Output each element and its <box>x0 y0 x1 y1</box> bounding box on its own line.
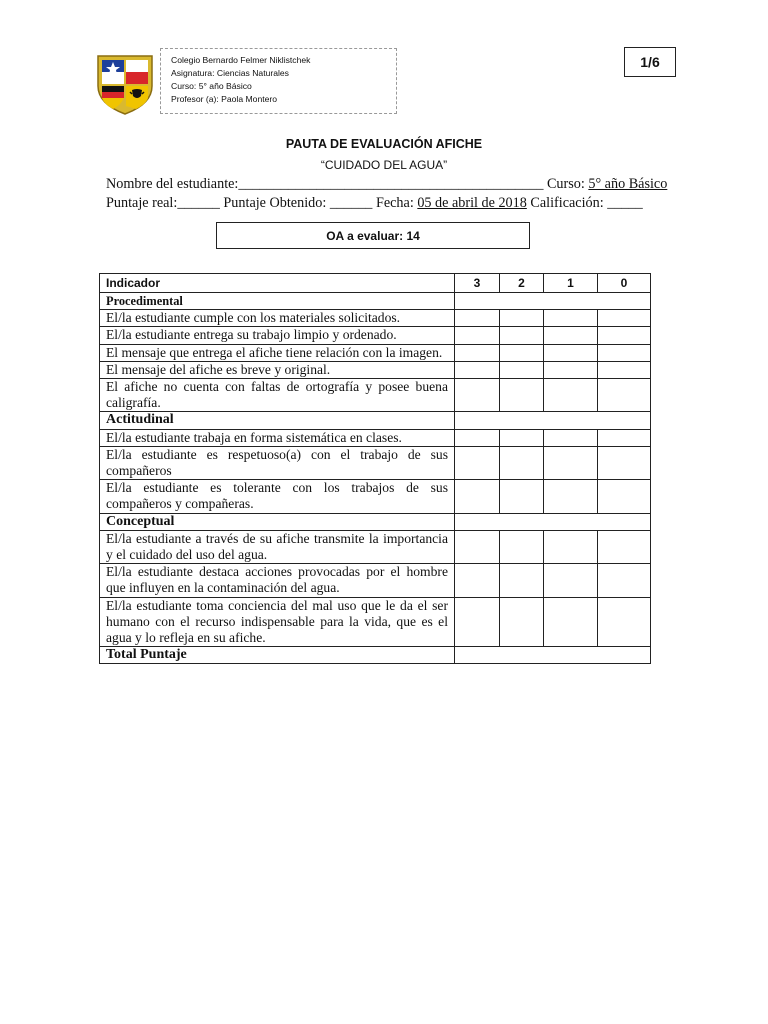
subject-line: Asignatura: Ciencias Naturales <box>171 68 289 78</box>
table-row <box>100 530 651 563</box>
school-info-box <box>160 48 397 114</box>
score-info-line <box>106 195 643 212</box>
table-row <box>100 480 651 513</box>
school-name: Colegio Bernardo Felmer Niklistchek <box>171 55 311 65</box>
score-cell[interactable] <box>544 564 598 597</box>
document-title: PAUTA DE EVALUACIÓN AFICHE <box>285 137 483 151</box>
section-row <box>100 412 651 429</box>
teacher-line: Profesor (a): Paola Montero <box>171 94 278 104</box>
table-row <box>100 597 651 647</box>
score-cell[interactable] <box>455 597 500 647</box>
table-header-row <box>100 274 651 293</box>
course-value: 5° año Básico <box>588 176 668 192</box>
indicator-text: El/la estudiante a través de su afiche transmite la importancia y el cuidado del uso del agua. <box>100 530 455 563</box>
page-number: 1/6 <box>640 54 660 70</box>
grade-blank[interactable]: _____ <box>607 195 643 211</box>
score-cell[interactable] <box>500 429 544 446</box>
indicator-text: El/la estudiante destaca acciones provocadas por el hombre que influyen en la contaminación del agua. <box>100 564 455 597</box>
indicator-text: El/la estudiante es tolerante con los trabajos de sus compañeros y compañeras. <box>100 480 455 513</box>
score-cell[interactable] <box>598 327 651 344</box>
score-cell[interactable] <box>598 361 651 378</box>
score-cell[interactable] <box>598 344 651 361</box>
score-cell[interactable] <box>455 480 500 513</box>
course-label: Curso: <box>543 176 589 192</box>
oa-box <box>216 222 530 249</box>
indicator-text: El/la estudiante entrega su trabajo limpio y ordenado. <box>100 327 455 344</box>
rubric-table <box>99 273 651 664</box>
score-cell[interactable] <box>500 361 544 378</box>
score-cell[interactable] <box>500 597 544 647</box>
score-cell[interactable] <box>544 379 598 412</box>
grade-label: Calificación: <box>526 195 608 211</box>
score-cell[interactable] <box>455 564 500 597</box>
score-cell[interactable] <box>598 429 651 446</box>
section-procedimental: Procedimental <box>100 293 455 310</box>
score-cell[interactable] <box>598 446 651 479</box>
score-cell[interactable] <box>598 564 651 597</box>
table-row <box>100 429 651 446</box>
section-row <box>100 293 651 310</box>
date-label: Fecha: <box>372 195 418 211</box>
real-score-blank[interactable]: ______ <box>177 195 220 211</box>
page-number-box <box>624 47 676 77</box>
score-cell[interactable] <box>455 446 500 479</box>
score-cell[interactable] <box>455 379 500 412</box>
section-conceptual: Conceptual <box>100 513 455 530</box>
header-score-3: 3 <box>455 274 500 293</box>
score-cell[interactable] <box>500 344 544 361</box>
section-score-cell <box>455 412 651 429</box>
indicator-text: El/la estudiante trabaja en forma sistemática en clases. <box>100 429 455 446</box>
total-score-label: Total Puntaje <box>100 647 455 664</box>
score-cell[interactable] <box>544 597 598 647</box>
score-cell[interactable] <box>598 597 651 647</box>
header-indicator: Indicador <box>100 274 455 293</box>
indicator-text: El mensaje que entrega el afiche tiene relación con la imagen. <box>100 344 455 361</box>
section-score-cell <box>455 293 651 310</box>
score-cell[interactable] <box>598 310 651 327</box>
score-cell[interactable] <box>455 344 500 361</box>
score-cell[interactable] <box>500 310 544 327</box>
indicator-text: El mensaje del afiche es breve y original. <box>100 361 455 378</box>
score-cell[interactable] <box>544 344 598 361</box>
score-cell[interactable] <box>544 361 598 378</box>
table-row <box>100 361 651 378</box>
score-cell[interactable] <box>544 429 598 446</box>
score-cell[interactable] <box>544 310 598 327</box>
section-row <box>100 513 651 530</box>
total-row <box>100 647 651 664</box>
table-row <box>100 310 651 327</box>
score-cell[interactable] <box>500 530 544 563</box>
document-subtitle: “CUIDADO DEL AGUA” <box>320 158 448 172</box>
indicator-text: El afiche no cuenta con faltas de ortografía y posee buena caligrafía. <box>100 379 455 412</box>
date-value: 05 de abril de 2018 <box>417 195 527 211</box>
score-cell[interactable] <box>500 564 544 597</box>
student-name-blank[interactable]: ___________________________________________ <box>238 176 544 192</box>
table-row <box>100 344 651 361</box>
score-cell[interactable] <box>544 446 598 479</box>
section-score-cell <box>455 513 651 530</box>
student-info-line <box>106 176 667 193</box>
course-line: Curso: 5° año Básico <box>171 81 252 91</box>
score-cell[interactable] <box>544 480 598 513</box>
score-cell[interactable] <box>500 379 544 412</box>
score-cell[interactable] <box>455 530 500 563</box>
oa-label: OA a evaluar: 14 <box>326 228 420 243</box>
indicator-text: El/la estudiante cumple con los materiales solicitados. <box>100 310 455 327</box>
score-cell[interactable] <box>598 480 651 513</box>
header-score-1: 1 <box>544 274 598 293</box>
score-cell[interactable] <box>544 530 598 563</box>
obtained-score-blank[interactable]: ______ <box>329 195 373 211</box>
table-row <box>100 446 651 479</box>
score-cell[interactable] <box>455 429 500 446</box>
section-actitudinal: Actitudinal <box>100 412 455 429</box>
score-cell[interactable] <box>598 379 651 412</box>
total-score-cell[interactable] <box>455 647 651 664</box>
score-cell[interactable] <box>455 327 500 344</box>
header-score-0: 0 <box>598 274 651 293</box>
score-cell[interactable] <box>598 530 651 563</box>
table-row <box>100 327 651 344</box>
score-cell[interactable] <box>500 480 544 513</box>
indicator-text: El/la estudiante toma conciencia del mal uso que le da el ser humano con el recurso indispensable para la vida, que es el agua y lo refleja en su afiche. <box>100 597 455 647</box>
score-cell[interactable] <box>500 446 544 479</box>
score-cell[interactable] <box>500 327 544 344</box>
score-cell[interactable] <box>455 361 500 378</box>
obtained-score-label: Puntaje Obtenido: <box>219 195 330 211</box>
score-cell[interactable] <box>455 310 500 327</box>
score-cell[interactable] <box>544 327 598 344</box>
indicator-text: El/la estudiante es respetuoso(a) con el trabajo de sus compañeros <box>100 446 455 479</box>
table-row <box>100 379 651 412</box>
header-score-2: 2 <box>500 274 544 293</box>
table-row <box>100 564 651 597</box>
real-score-label: Puntaje real: <box>106 195 178 211</box>
school-crest-logo <box>94 52 156 116</box>
student-name-label: Nombre del estudiante: <box>106 176 239 192</box>
